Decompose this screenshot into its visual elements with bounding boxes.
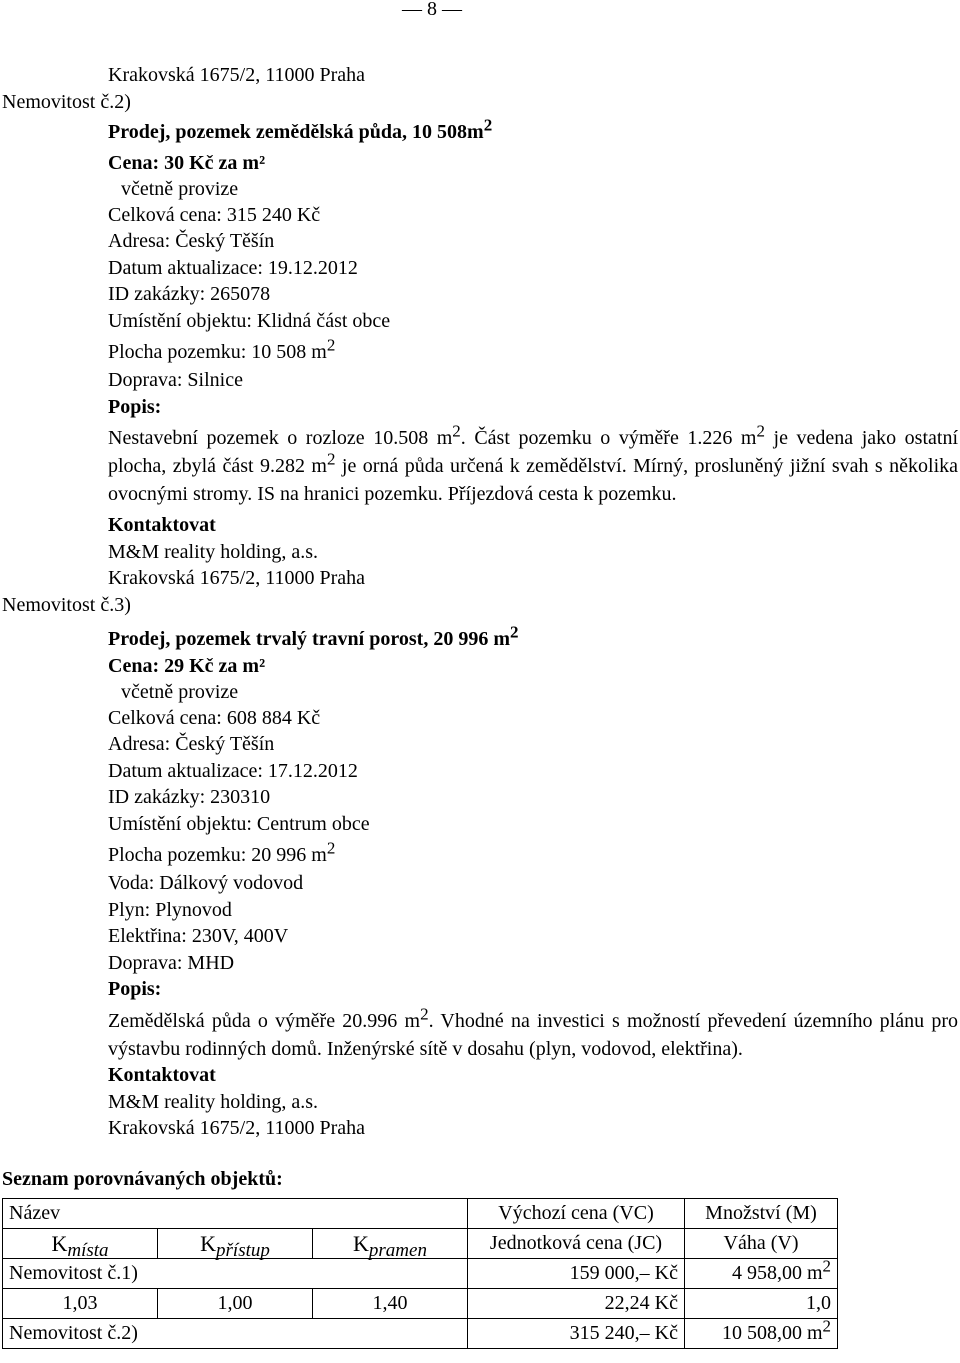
row-name: Nemovitost č.1) bbox=[3, 1259, 468, 1289]
listing-3-company-address: Krakovská 1675/2, 11000 Praha bbox=[108, 1117, 365, 1139]
listing-2-popis-label: Popis: bbox=[108, 396, 162, 418]
listing-3-address: Adresa: Český Těšín bbox=[108, 733, 275, 755]
listing-2-contact-label: Kontaktovat bbox=[108, 514, 216, 536]
table-row bbox=[3, 1259, 838, 1289]
listing-2-transport: Doprava: Silnice bbox=[108, 369, 243, 391]
row-v: 1,0 bbox=[685, 1289, 838, 1319]
table-row bbox=[3, 1229, 838, 1259]
header-k-pristup: Kpřístup bbox=[158, 1229, 313, 1259]
listing-2-incl: včetně provize bbox=[121, 178, 239, 200]
header-k-pramen: Kpramen bbox=[313, 1229, 468, 1259]
header-m: Množství (M) bbox=[685, 1199, 838, 1229]
listing-2-company-address: Krakovská 1675/2, 11000 Praha bbox=[108, 567, 365, 589]
listing-3-updated: Datum aktualizace: 17.12.2012 bbox=[108, 760, 358, 782]
listing-2-area: Plocha pozemku: 10 508 $m^2$ bbox=[108, 335, 336, 363]
row-m: 4 958,00 $m^2$ bbox=[685, 1259, 838, 1289]
listing-3-popis-label: Popis: bbox=[108, 978, 162, 1000]
listing-2-updated: Datum aktualizace: 19.12.2012 bbox=[108, 257, 358, 279]
row-name: Nemovitost č.2) bbox=[3, 1319, 468, 1349]
listing-3-description: Zemědělská půda o výměře 20.996 $m^2$. Vhodné na investici s možností převedení územního plánu pro výstavbu rodinných domů. Inženýrské sítě v dosahu (plyn, vodovod, elektřina). bbox=[108, 1004, 958, 1060]
listing-3-title: Prodej, pozemek trvalý travní porost, 20 996 $m^2$ bbox=[108, 622, 519, 650]
comparison-heading: Seznam porovnávaných objektů: bbox=[2, 1168, 283, 1190]
listing-3-location: Umístění objektu: Centrum obce bbox=[108, 813, 370, 835]
listing-2-address: Adresa: Český Těšín bbox=[108, 230, 275, 252]
row-k1: 1,03 bbox=[3, 1289, 158, 1319]
row-vc: 315 240,– Kč bbox=[468, 1319, 685, 1349]
table-row bbox=[3, 1319, 838, 1349]
listing-3-incl: včetně provize bbox=[121, 681, 239, 703]
listing-3-water: Voda: Dálkový vodovod bbox=[108, 872, 304, 894]
header-jc: Jednotková cena (JC) bbox=[468, 1229, 685, 1259]
listing-2-title: Prodej, pozemek zemědělská půda, 10 $508m^2$ bbox=[108, 115, 493, 143]
listing-2-location: Umístění objektu: Klidná část obce bbox=[108, 310, 391, 332]
table-row bbox=[3, 1199, 838, 1229]
listing-2-order-id: ID zakázky: 265078 bbox=[108, 283, 271, 305]
prev-listing-address: Krakovská 1675/2, 11000 Praha bbox=[108, 64, 365, 86]
listing-2-price: Cena: 30 Kč za m² bbox=[108, 152, 266, 174]
listing-3-contact-label: Kontaktovat bbox=[108, 1064, 216, 1086]
listing-3-company: M&M reality holding, a.s. bbox=[108, 1091, 318, 1113]
listing-3-gas: Plyn: Plynovod bbox=[108, 899, 232, 921]
page-number: — 8 — bbox=[402, 0, 462, 20]
header-k-mista: Kmísta bbox=[3, 1229, 158, 1259]
listing-3-electricity: Elektřina: 230V, 400V bbox=[108, 925, 289, 947]
listing-3-price: Cena: 29 Kč za m² bbox=[108, 655, 266, 677]
row-jc: 22,24 Kč bbox=[468, 1289, 685, 1319]
listing-3-total: Celková cena: 608 884 Kč bbox=[108, 707, 321, 729]
listing-3-heading: Nemovitost č.3) bbox=[2, 594, 131, 616]
header-name: Název bbox=[3, 1199, 468, 1229]
comparison-table bbox=[2, 1198, 838, 1349]
header-v: Váha (V) bbox=[685, 1229, 838, 1259]
row-m: 10 508,00 $m^2$ bbox=[685, 1319, 838, 1349]
row-k3: 1,40 bbox=[313, 1289, 468, 1319]
row-k2: 1,00 bbox=[158, 1289, 313, 1319]
listing-2-description: Nestavební pozemek o rozloze 10.508 $m^2$. Část pozemku o výměře 1.226 $m^2$ je vedena jako ostatní plocha, zbylá část 9.282 $m^2$ je orná půda určená k zemědělství. Mírný, prosluněný jižní svah s několika ovocnými stromy. IS na hranici pozemku. Příjezdová cesta k pozemku. bbox=[108, 421, 958, 505]
table-row bbox=[3, 1289, 838, 1319]
listing-2-heading: Nemovitost č.2) bbox=[2, 91, 131, 113]
row-vc: 159 000,– Kč bbox=[468, 1259, 685, 1289]
listing-3-area: Plocha pozemku: 20 996 $m^2$ bbox=[108, 838, 336, 866]
listing-3-order-id: ID zakázky: 230310 bbox=[108, 786, 271, 808]
listing-2-total: Celková cena: 315 240 Kč bbox=[108, 204, 321, 226]
header-vc: Výchozí cena (VC) bbox=[468, 1199, 685, 1229]
listing-2-company: M&M reality holding, a.s. bbox=[108, 541, 318, 563]
listing-3-transport: Doprava: MHD bbox=[108, 952, 235, 974]
